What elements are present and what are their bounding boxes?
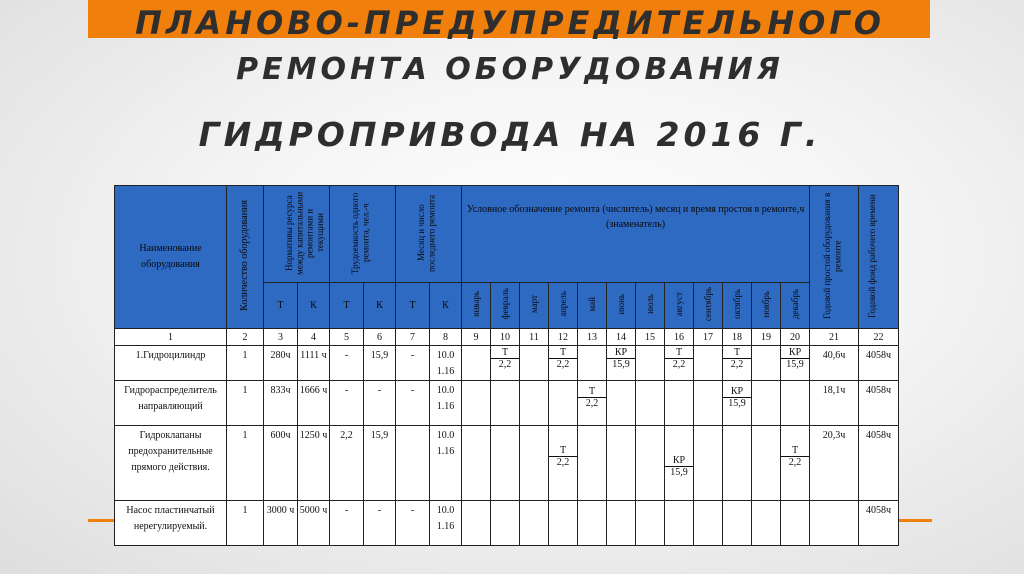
column-number: 14 bbox=[607, 329, 636, 346]
repair-type: КР bbox=[723, 387, 751, 398]
equipment-name: Гидрораспределитель направляющий bbox=[115, 381, 227, 426]
header-downtime: Годовой простой оборудования в ремонте bbox=[810, 186, 859, 329]
month-cell bbox=[549, 381, 578, 426]
repair-hours: 15,9 bbox=[670, 467, 688, 478]
month-cell bbox=[578, 501, 607, 546]
fund-cell: 4058ч bbox=[859, 426, 899, 501]
month-cell bbox=[665, 346, 694, 381]
equipment-name: 1.Гидроцилиндр bbox=[115, 346, 227, 381]
header-labor: Трудоемкость одного ремонта, чел.-ч bbox=[330, 186, 396, 283]
title-line-2: РЕМОНТА ОБОРУДОВАНИЯ bbox=[236, 52, 784, 87]
downtime-cell bbox=[810, 501, 859, 546]
labor-k-cell: 15,9 bbox=[364, 426, 396, 501]
month-cell bbox=[636, 346, 665, 381]
last-k-cell: 10.0 1.16 bbox=[430, 381, 462, 426]
header-month: декабрь bbox=[781, 283, 810, 329]
month-cell bbox=[549, 426, 578, 501]
fund-cell: 4058ч bbox=[859, 346, 899, 381]
column-number: 20 bbox=[781, 329, 810, 346]
repair-type: Т bbox=[781, 446, 809, 457]
fund-cell: 4058ч bbox=[859, 381, 899, 426]
month-cell bbox=[752, 346, 781, 381]
month-cell bbox=[665, 381, 694, 426]
header-quantity: Количество оборудования bbox=[227, 186, 264, 329]
column-number: 9 bbox=[462, 329, 491, 346]
column-number: 10 bbox=[491, 329, 520, 346]
repair-hours: 2,2 bbox=[498, 359, 512, 370]
repair-mark bbox=[607, 348, 635, 370]
repair-mark bbox=[491, 348, 519, 370]
month-cell bbox=[694, 346, 723, 381]
column-number: 17 bbox=[694, 329, 723, 346]
repair-type: Т bbox=[549, 446, 577, 457]
repair-mark bbox=[781, 348, 809, 370]
repair-type: КР bbox=[781, 348, 809, 359]
column-number: 18 bbox=[723, 329, 752, 346]
header-schedule: Условное обозначение ремонта (числитель) месяц и время простоя в ремонте,ч (знаменатель) bbox=[462, 186, 810, 283]
month-cell bbox=[520, 426, 549, 501]
month-cell bbox=[607, 346, 636, 381]
month-cell bbox=[752, 501, 781, 546]
repair-hours: 15,9 bbox=[728, 398, 746, 409]
table-row bbox=[115, 501, 899, 546]
repair-hours: 2,2 bbox=[585, 398, 599, 409]
repair-type: Т bbox=[549, 348, 577, 359]
column-number: 7 bbox=[396, 329, 430, 346]
last-k-cell: 10.0 1.16 bbox=[430, 426, 462, 501]
labor-k-cell: 15,9 bbox=[364, 346, 396, 381]
header-month: февраль bbox=[491, 283, 520, 329]
quantity-cell: 1 bbox=[227, 381, 264, 426]
labor-t-cell: - bbox=[330, 501, 364, 546]
header-month: август bbox=[665, 283, 694, 329]
repair-mark bbox=[549, 348, 577, 370]
repair-hours: 15,9 bbox=[612, 359, 630, 370]
header-month: июнь bbox=[607, 283, 636, 329]
repair-mark bbox=[665, 456, 693, 478]
repair-type: Т bbox=[665, 348, 693, 359]
month-cell bbox=[665, 501, 694, 546]
month-cell bbox=[549, 346, 578, 381]
repair-hours: 15,9 bbox=[786, 359, 804, 370]
header-last-t: Т bbox=[396, 283, 430, 329]
month-cell bbox=[578, 381, 607, 426]
downtime-cell: 20,3ч bbox=[810, 426, 859, 501]
last-t-cell: - bbox=[396, 381, 430, 426]
equipment-name: Гидроклапаны предохранительные прямого действия. bbox=[115, 426, 227, 501]
resource-t-cell: 3000 ч bbox=[264, 501, 298, 546]
header-month: май bbox=[578, 283, 607, 329]
month-cell bbox=[462, 346, 491, 381]
column-number: 6 bbox=[364, 329, 396, 346]
column-number: 8 bbox=[430, 329, 462, 346]
month-cell bbox=[636, 426, 665, 501]
quantity-cell: 1 bbox=[227, 346, 264, 381]
equipment-name: Насос пластинчатый нерегулируемый. bbox=[115, 501, 227, 546]
month-cell bbox=[723, 426, 752, 501]
header-name: Наименование оборудования bbox=[115, 186, 227, 329]
resource-k-cell: 1666 ч bbox=[298, 381, 330, 426]
labor-t-cell: - bbox=[330, 381, 364, 426]
labor-t-cell: 2,2 bbox=[330, 426, 364, 501]
month-cell bbox=[723, 381, 752, 426]
repair-hours: 2,2 bbox=[672, 359, 686, 370]
month-cell bbox=[636, 501, 665, 546]
labor-k-cell: - bbox=[364, 501, 396, 546]
repair-mark bbox=[549, 446, 577, 468]
quantity-cell: 1 bbox=[227, 501, 264, 546]
header-month: июль bbox=[636, 283, 665, 329]
table-row bbox=[115, 381, 899, 426]
repair-type: Т bbox=[491, 348, 519, 359]
month-cell bbox=[578, 426, 607, 501]
repair-type: КР bbox=[665, 456, 693, 467]
downtime-cell: 18,1ч bbox=[810, 381, 859, 426]
resource-t-cell: 600ч bbox=[264, 426, 298, 501]
month-cell bbox=[665, 426, 694, 501]
repair-mark bbox=[665, 348, 693, 370]
header-labor-k: К bbox=[364, 283, 396, 329]
downtime-cell: 40,6ч bbox=[810, 346, 859, 381]
last-t-cell: - bbox=[396, 501, 430, 546]
header-row-1 bbox=[115, 186, 899, 283]
header-last-k: К bbox=[430, 283, 462, 329]
resource-k-cell: 5000 ч bbox=[298, 501, 330, 546]
header-month: январь bbox=[462, 283, 491, 329]
table-row bbox=[115, 426, 899, 501]
column-number: 21 bbox=[810, 329, 859, 346]
column-number: 5 bbox=[330, 329, 364, 346]
column-number-row bbox=[115, 329, 899, 346]
column-number: 2 bbox=[227, 329, 264, 346]
column-number: 12 bbox=[549, 329, 578, 346]
column-number: 11 bbox=[520, 329, 549, 346]
labor-k-cell: - bbox=[364, 381, 396, 426]
month-cell bbox=[723, 346, 752, 381]
fund-cell: 4058ч bbox=[859, 501, 899, 546]
month-cell bbox=[694, 381, 723, 426]
last-k-cell: 10.0 1.16 bbox=[430, 501, 462, 546]
last-t-cell: - bbox=[396, 346, 430, 381]
month-cell bbox=[491, 501, 520, 546]
repair-hours: 2,2 bbox=[556, 457, 570, 468]
month-cell bbox=[520, 501, 549, 546]
repair-hours: 2,2 bbox=[556, 359, 570, 370]
month-cell bbox=[578, 346, 607, 381]
header-month: март bbox=[520, 283, 549, 329]
repair-mark bbox=[781, 446, 809, 468]
month-cell bbox=[752, 426, 781, 501]
header-last-repair: Месяц и число последнего ремонта bbox=[396, 186, 462, 283]
month-cell bbox=[491, 346, 520, 381]
month-cell bbox=[520, 381, 549, 426]
month-cell bbox=[607, 501, 636, 546]
resource-k-cell: 1111 ч bbox=[298, 346, 330, 381]
header-resource-k: К bbox=[298, 283, 330, 329]
repair-mark bbox=[578, 387, 606, 409]
month-cell bbox=[462, 501, 491, 546]
month-cell bbox=[694, 501, 723, 546]
title-line-3: ГИДРОПРИВОДА НА 2016 Г. bbox=[198, 115, 822, 154]
header-month: октябрь bbox=[723, 283, 752, 329]
month-cell bbox=[723, 501, 752, 546]
repair-mark bbox=[723, 348, 751, 370]
header-month: сентябрь bbox=[694, 283, 723, 329]
month-cell bbox=[462, 426, 491, 501]
header-resource-t: Т bbox=[264, 283, 298, 329]
column-number: 16 bbox=[665, 329, 694, 346]
repair-type: Т bbox=[578, 387, 606, 398]
title-line-1: ПЛАНОВО-ПРЕДУПРЕДИТЕЛЬНОГО bbox=[135, 4, 885, 42]
header-resource: Нормативы ресурса между капитальными ремонтами и текущими bbox=[264, 186, 330, 283]
month-cell bbox=[607, 426, 636, 501]
labor-t-cell: - bbox=[330, 346, 364, 381]
repair-hours: 2,2 bbox=[788, 457, 802, 468]
month-cell bbox=[781, 426, 810, 501]
month-cell bbox=[549, 501, 578, 546]
resource-t-cell: 280ч bbox=[264, 346, 298, 381]
header-month: апрель bbox=[549, 283, 578, 329]
column-number: 22 bbox=[859, 329, 899, 346]
resource-t-cell: 833ч bbox=[264, 381, 298, 426]
repair-type: КР bbox=[607, 348, 635, 359]
maintenance-plan-table bbox=[114, 185, 899, 546]
repair-mark bbox=[723, 387, 751, 409]
column-number: 15 bbox=[636, 329, 665, 346]
month-cell bbox=[462, 381, 491, 426]
column-number: 3 bbox=[264, 329, 298, 346]
month-cell bbox=[636, 381, 665, 426]
month-cell bbox=[781, 501, 810, 546]
month-cell bbox=[491, 381, 520, 426]
header-labor-t: Т bbox=[330, 283, 364, 329]
header-fund: Годовой фонд рабочего времени bbox=[859, 186, 899, 329]
resource-k-cell: 1250 ч bbox=[298, 426, 330, 501]
month-cell bbox=[491, 426, 520, 501]
month-cell bbox=[520, 346, 549, 381]
column-number: 1 bbox=[115, 329, 227, 346]
month-cell bbox=[781, 346, 810, 381]
repair-type: Т bbox=[723, 348, 751, 359]
month-cell bbox=[694, 426, 723, 501]
column-number: 4 bbox=[298, 329, 330, 346]
repair-hours: 2,2 bbox=[730, 359, 744, 370]
column-number: 13 bbox=[578, 329, 607, 346]
table-row bbox=[115, 346, 899, 381]
header-month: ноябрь bbox=[752, 283, 781, 329]
column-number: 19 bbox=[752, 329, 781, 346]
month-cell bbox=[607, 381, 636, 426]
quantity-cell: 1 bbox=[227, 426, 264, 501]
accent-line-right bbox=[898, 519, 932, 522]
month-cell bbox=[752, 381, 781, 426]
last-k-cell: 10.0 1.16 bbox=[430, 346, 462, 381]
month-cell bbox=[781, 381, 810, 426]
last-t-cell bbox=[396, 426, 430, 501]
